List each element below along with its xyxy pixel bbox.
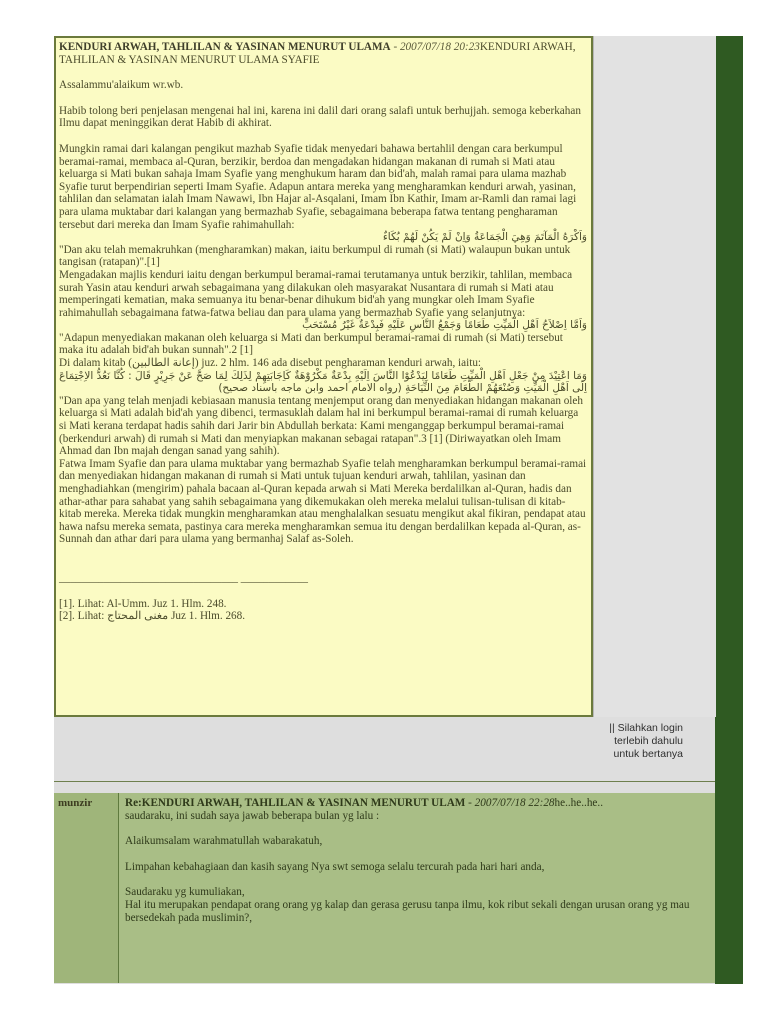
post-paragraph: Fatwa Imam Syafie dan para ulama muktabar yang bermazhab Syafie telah mengharamkan berkumpul beramai-ramai dan menyediakan hidangan makanan di rumah si Mati untuk tujuan kenduri arwah, tahlilan, yasinan dan menghadiahkan (mengirim) pahala bacaan al-Quran kepada arwah si Mati Mereka berdalilkan al-Quran, hadis dan athar-athar para sahabat yang sahih sebagaimana yang dikemukakan oleh mereka melalui tulisan-tulisan di kitab-kitab mereka. Mereka tidak mungkin mengharamkan atau menghalalkan sesuatu mengikut akal fikiran, pendapat atau hawa nafsu mereka semata, pastinya cara mereka mengharamkan semua itu dengan berdalilkan kepada al-Quran, as-Sunnah dan athar dari para ulama yang bermanhaj Salaf as-Soleh. (59, 457, 587, 546)
right-green-strip (715, 36, 743, 984)
post-paragraph: Mungkin ramai dari kalangan pengikut mazhab Syafie tidak menyedari bahawa bertahlil dengan cara berkumpul beramai-ramai, membaca al-Quran, berzikir, berdoa dan mengadakan hidangan makanan di rumah si Mati atau keluarga si Mati bukan sahaja Imam Syafie yang menghukum haram dan bid'ah, malah ramai para ulama mazhab Syafie turut berpendirian seperti Imam Syafie. Adapun antara mereka yang mengharamkan kenduri arwah, yasinan, tahlilan dan selamatan ialah Imam Nawawi, Ibn Hajar al-Asqalani, Imam Ibn Kathir, Imam ar-Ramli dan ramai lagi para ulama muktabar dari kalangan yang bermazhab Syafie, sebagaimana beberapa fatwa tentang pengharaman tersebut dari mereka dan Imam Syafie rahimahullah: (59, 142, 577, 231)
arabic-quote: وَاَمَّا اِصْلاَحُ اَهْلِ الْمَيِّتِ طَعَامًا وَجَمْعُ النَّاسِ عَلَيْهِ فَبِدْعَةٌ غَيْرُ مُسْتَحَبٍّ (302, 319, 587, 332)
post-reply (54, 793, 715, 983)
post-title-repeat: KENDURI ARWAH, TAHLILAN & YASINAN MENURUT ULAMA SYAFIE (59, 41, 576, 66)
post-original (54, 36, 593, 717)
sidebar-panel (593, 36, 716, 717)
reply-line: Saudaraku yg kumuliakan, (125, 886, 245, 899)
reply-body (118, 793, 715, 983)
post-paragraph: Di dalam kitab (إعانة الطالبين) juz. 2 hlm. 146 ada disebut pengharaman kenduri arwah, iaitu: (59, 357, 482, 370)
arabic-quote: وَاَكْرَهُ الْمَآتَمَ وَهِيَ الْجَمَاعَةُ وَاِنْ لَمْ يَكُنْ لَهُمْ بُكَاءٌ (382, 231, 587, 244)
arabic-quote: وَمَا اعْتِيْدَ مِنْ جَعْلِ اَهْلِ الْمَيِّتِ طَعَامًا لِيَدْعُوْا النَّاسَ اِلَيْهِ بِدْعَةٌ مَكْرُوْهَةٌ كَاِجَابَتِهِمْ لِذَلِكَ لِمَا صَحَّ عَنْ جَرِيْرٍ قَالَ : كُنَّا نَعُدُّ الاِجْتِمَاعَ اِلَى اَهْلِ الْمَيِّتِ وَصُنْعَهُمْ الطَّعَامَ مِنَ النِّيَاحَةِ (رواه الامام احمد وابن ماجه باسناد صحيح) (59, 369, 587, 395)
reply-line: Alaikumsalam warahmatullah wabarakatuh, (125, 835, 323, 848)
reply-date: - 2007/07/18 22:28 (465, 797, 555, 809)
reply-lead: he..he..he.. (554, 797, 603, 809)
reply-author[interactable]: munzir (58, 797, 93, 809)
post-greeting: Assalammu'alaikum wr.wb. (59, 79, 184, 92)
post-intro: Habib tolong beri penjelasan mengenai hal ini, karena ini dalil dari orang salafi untuk berhujjah. semoga keberkahan Ilmu dapat meninggikan derat Habib di akhirat. (59, 104, 581, 130)
post-header (59, 41, 587, 66)
translation-quote: "Adapun menyediakan makanan oleh keluarga si Mati dan berkumpul beramai-ramai di rumah (si Mati) tersebut maka itu adalah bid'ah bukan sunnah".2 [1] (59, 331, 563, 357)
reply-title[interactable]: Re:KENDURI ARWAH, TAHLILAN & YASINAN MENURUT ULAM (125, 797, 466, 809)
footnote-separator: ________________________________ ____________ (59, 571, 308, 584)
footnote: [1]. Lihat: Al-Umm. Juz 1. Hlm. 248. (59, 597, 227, 610)
translation-quote: "Dan apa yang telah menjadi kebiasaan manusia tentang menjemput orang dan menyediakan hidangan makanan oleh keluarga si Mati adalah bid'ah yang dibenci, termasuklah dalam hal ini berkumpul beramai-ramai di rumah keluarga si Mati kerana terdapat hadis sahih dari Jarir bin Abdullah berkata: Kami menganggap berkumpul beramai-ramai (berkenduri arwah) di rumah si Mati dan menyiapkan makanan sebagai ratapan".3 [1] (Diriwayatkan oleh Imam Ahmad dan Ibn majah dengan sanad yang sahih). (59, 394, 583, 458)
reply-line: Limpahan kebahagiaan dan kasih sayang Nya swt semoga selalu tercurah pada hari hari anda, (125, 860, 545, 873)
post-paragraph: Mengadakan majlis kenduri iaitu dengan berkumpul beramai-ramai terutamanya untuk berzikir, tahlilan, membaca surah Yasin atau kenduri arwah sebagaimana yang dilakukan oleh masyarakat Nusantara di rumah si Mati atau memperingati kematian, maka semuanya itu benar-benar dihukum bid'ah yang mungkar oleh Imam Syafie rahimahullah sebagaimana fatwa-fatwa beliau dan para ulama yang bermazhab Syafie yang selanjutnya: (59, 268, 573, 319)
post-date: - 2007/07/18 20:23 (390, 41, 480, 53)
footnote: [2]. Lihat: مغنى المحتاج Juz 1. Hlm. 268. (59, 610, 246, 623)
translation-quote: "Dan aku telah memakruhkan (mengharamkan) makan, iaitu berkumpul di rumah (si Mati) walaupun bukan untuk tangisan (ratapan)".[1] (59, 243, 571, 269)
login-prompt[interactable]: || Silahkan login terlebih dahulu untuk bertanya (609, 722, 683, 760)
reply-line: Hal itu merupakan pendapat orang orang yg kalap dan gerasa gerusu tanpa ilmu, kok ribut sekali dengan urusan orang yg mau bersedekah pada muslimin?, (125, 898, 690, 924)
reply-header (125, 797, 709, 810)
post-divider (54, 781, 715, 782)
post-title[interactable]: KENDURI ARWAH, TAHLILAN & YASINAN MENURUT ULAMA (59, 41, 391, 53)
reply-line: saudaraku, ini sudah saya jawab beberapa bulan yg lalu : (125, 809, 380, 822)
